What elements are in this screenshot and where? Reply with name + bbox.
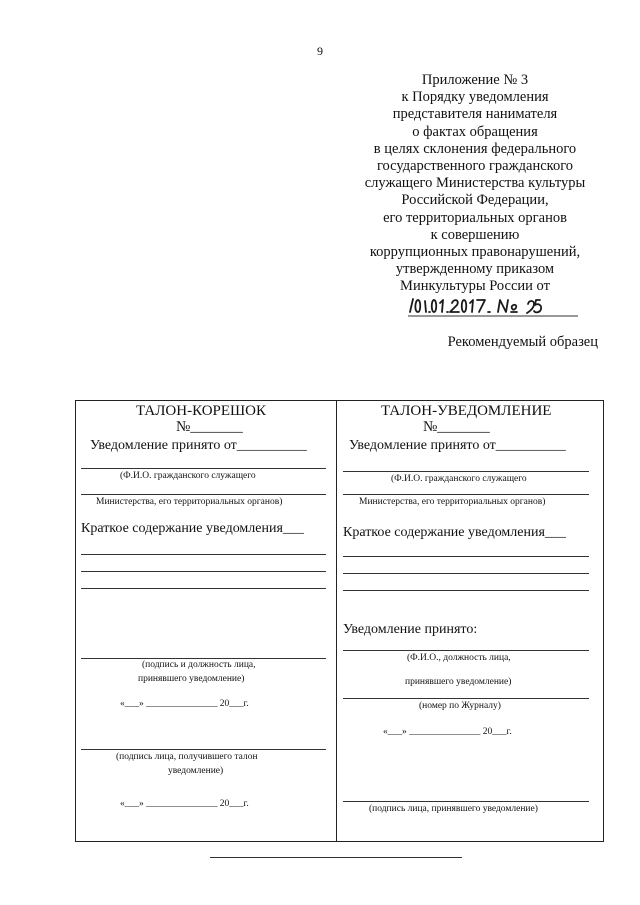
stub-summary-line[interactable] bbox=[81, 588, 326, 589]
notice-summary-line[interactable] bbox=[343, 573, 589, 574]
header-line: к Порядку уведомления bbox=[401, 89, 549, 106]
notice-date-line[interactable]: «___» _______________ 20___г. bbox=[383, 727, 512, 737]
stub-receiver-caption: (подпись лица, получившего талон bbox=[116, 752, 258, 762]
stub-receiver-line[interactable] bbox=[81, 749, 326, 750]
notice-number: №_______ bbox=[423, 419, 490, 435]
header-line: его территориальных органов bbox=[383, 209, 567, 226]
notice-ministry-caption: Министерства, его территориальных органов) bbox=[359, 497, 546, 507]
stub-column bbox=[76, 401, 336, 841]
stub-ministry-line[interactable] bbox=[81, 494, 326, 495]
header-line: утвержденному приказом bbox=[395, 261, 555, 278]
notice-journal-line[interactable] bbox=[343, 698, 589, 699]
stub-receiver-caption: уведомление) bbox=[168, 766, 224, 776]
notice-column bbox=[337, 401, 603, 841]
appendix-header bbox=[330, 72, 620, 296]
notice-title: ТАЛОН-УВЕДОМЛЕНИЕ bbox=[381, 403, 552, 419]
notice-accepted-from: Уведомление принято от__________ bbox=[349, 438, 566, 453]
stub-ministry-caption: Министерства, его территориальных органов) bbox=[96, 497, 283, 507]
stub-summary-line[interactable] bbox=[81, 554, 326, 555]
page-number: 9 bbox=[317, 44, 323, 58]
header-line: служащего Министерства культуры bbox=[364, 175, 586, 192]
notice-fio-caption: (Ф.И.О. гражданского служащего bbox=[391, 474, 527, 484]
notice-summary-label: Краткое содержание уведомления___ bbox=[343, 525, 566, 540]
handwritten-date-number bbox=[378, 292, 638, 320]
notice-official-line[interactable] bbox=[343, 650, 589, 651]
stub-fio-caption: (Ф.И.О. гражданского служащего bbox=[120, 471, 256, 481]
stub-title: ТАЛОН-КОРЕШОК bbox=[136, 403, 267, 419]
header-line: государственного гражданского bbox=[376, 158, 574, 175]
header-line: Российской Федерации, bbox=[401, 192, 549, 209]
stub-accepted-from: Уведомление принято от__________ bbox=[90, 438, 307, 453]
stub-signature-caption: (подпись и должность лица, bbox=[142, 660, 256, 670]
stub-summary-label: Краткое содержание уведомления___ bbox=[81, 521, 304, 536]
notification-form bbox=[75, 400, 604, 842]
stub-fio-line[interactable] bbox=[81, 468, 326, 469]
notice-ministry-line[interactable] bbox=[343, 494, 589, 495]
stub-summary-line[interactable] bbox=[81, 571, 326, 572]
header-line: Приложение № 3 bbox=[421, 72, 529, 88]
stub-number: №_______ bbox=[176, 419, 243, 435]
separator-line bbox=[210, 857, 462, 858]
header-line: к совершению bbox=[430, 226, 520, 243]
stub-signature-caption: принявшего уведомление) bbox=[138, 674, 245, 684]
header-line: Минкультуры России от bbox=[400, 278, 550, 295]
notice-official-caption: (Ф.И.О., должность лица, bbox=[407, 653, 511, 663]
recommended-sample-label: Рекомендуемый образец bbox=[447, 334, 598, 350]
stub-date-line[interactable]: «___» _______________ 20___г. bbox=[120, 699, 249, 709]
header-line: в целях склонения федерального bbox=[373, 140, 577, 157]
header-line: представителя нанимателя bbox=[392, 106, 558, 123]
notice-summary-line[interactable] bbox=[343, 556, 589, 557]
notice-official-caption: принявшего уведомление) bbox=[405, 677, 512, 687]
header-line: о фактах обращения bbox=[412, 123, 538, 140]
notice-journal-caption: (номер по Журналу) bbox=[419, 701, 501, 711]
notice-summary-line[interactable] bbox=[343, 590, 589, 591]
notice-fio-line[interactable] bbox=[343, 471, 589, 472]
notice-signature-line[interactable] bbox=[343, 801, 589, 802]
stub-signature-line[interactable] bbox=[81, 658, 326, 659]
notice-signature-caption: (подпись лица, принявшего уведомление) bbox=[369, 804, 538, 814]
stub-date-line-2[interactable]: «___» _______________ 20___г. bbox=[120, 799, 249, 809]
notice-accepted-label: Уведомление принято: bbox=[343, 622, 478, 637]
header-line: коррупционных правонарушений, bbox=[369, 244, 581, 261]
